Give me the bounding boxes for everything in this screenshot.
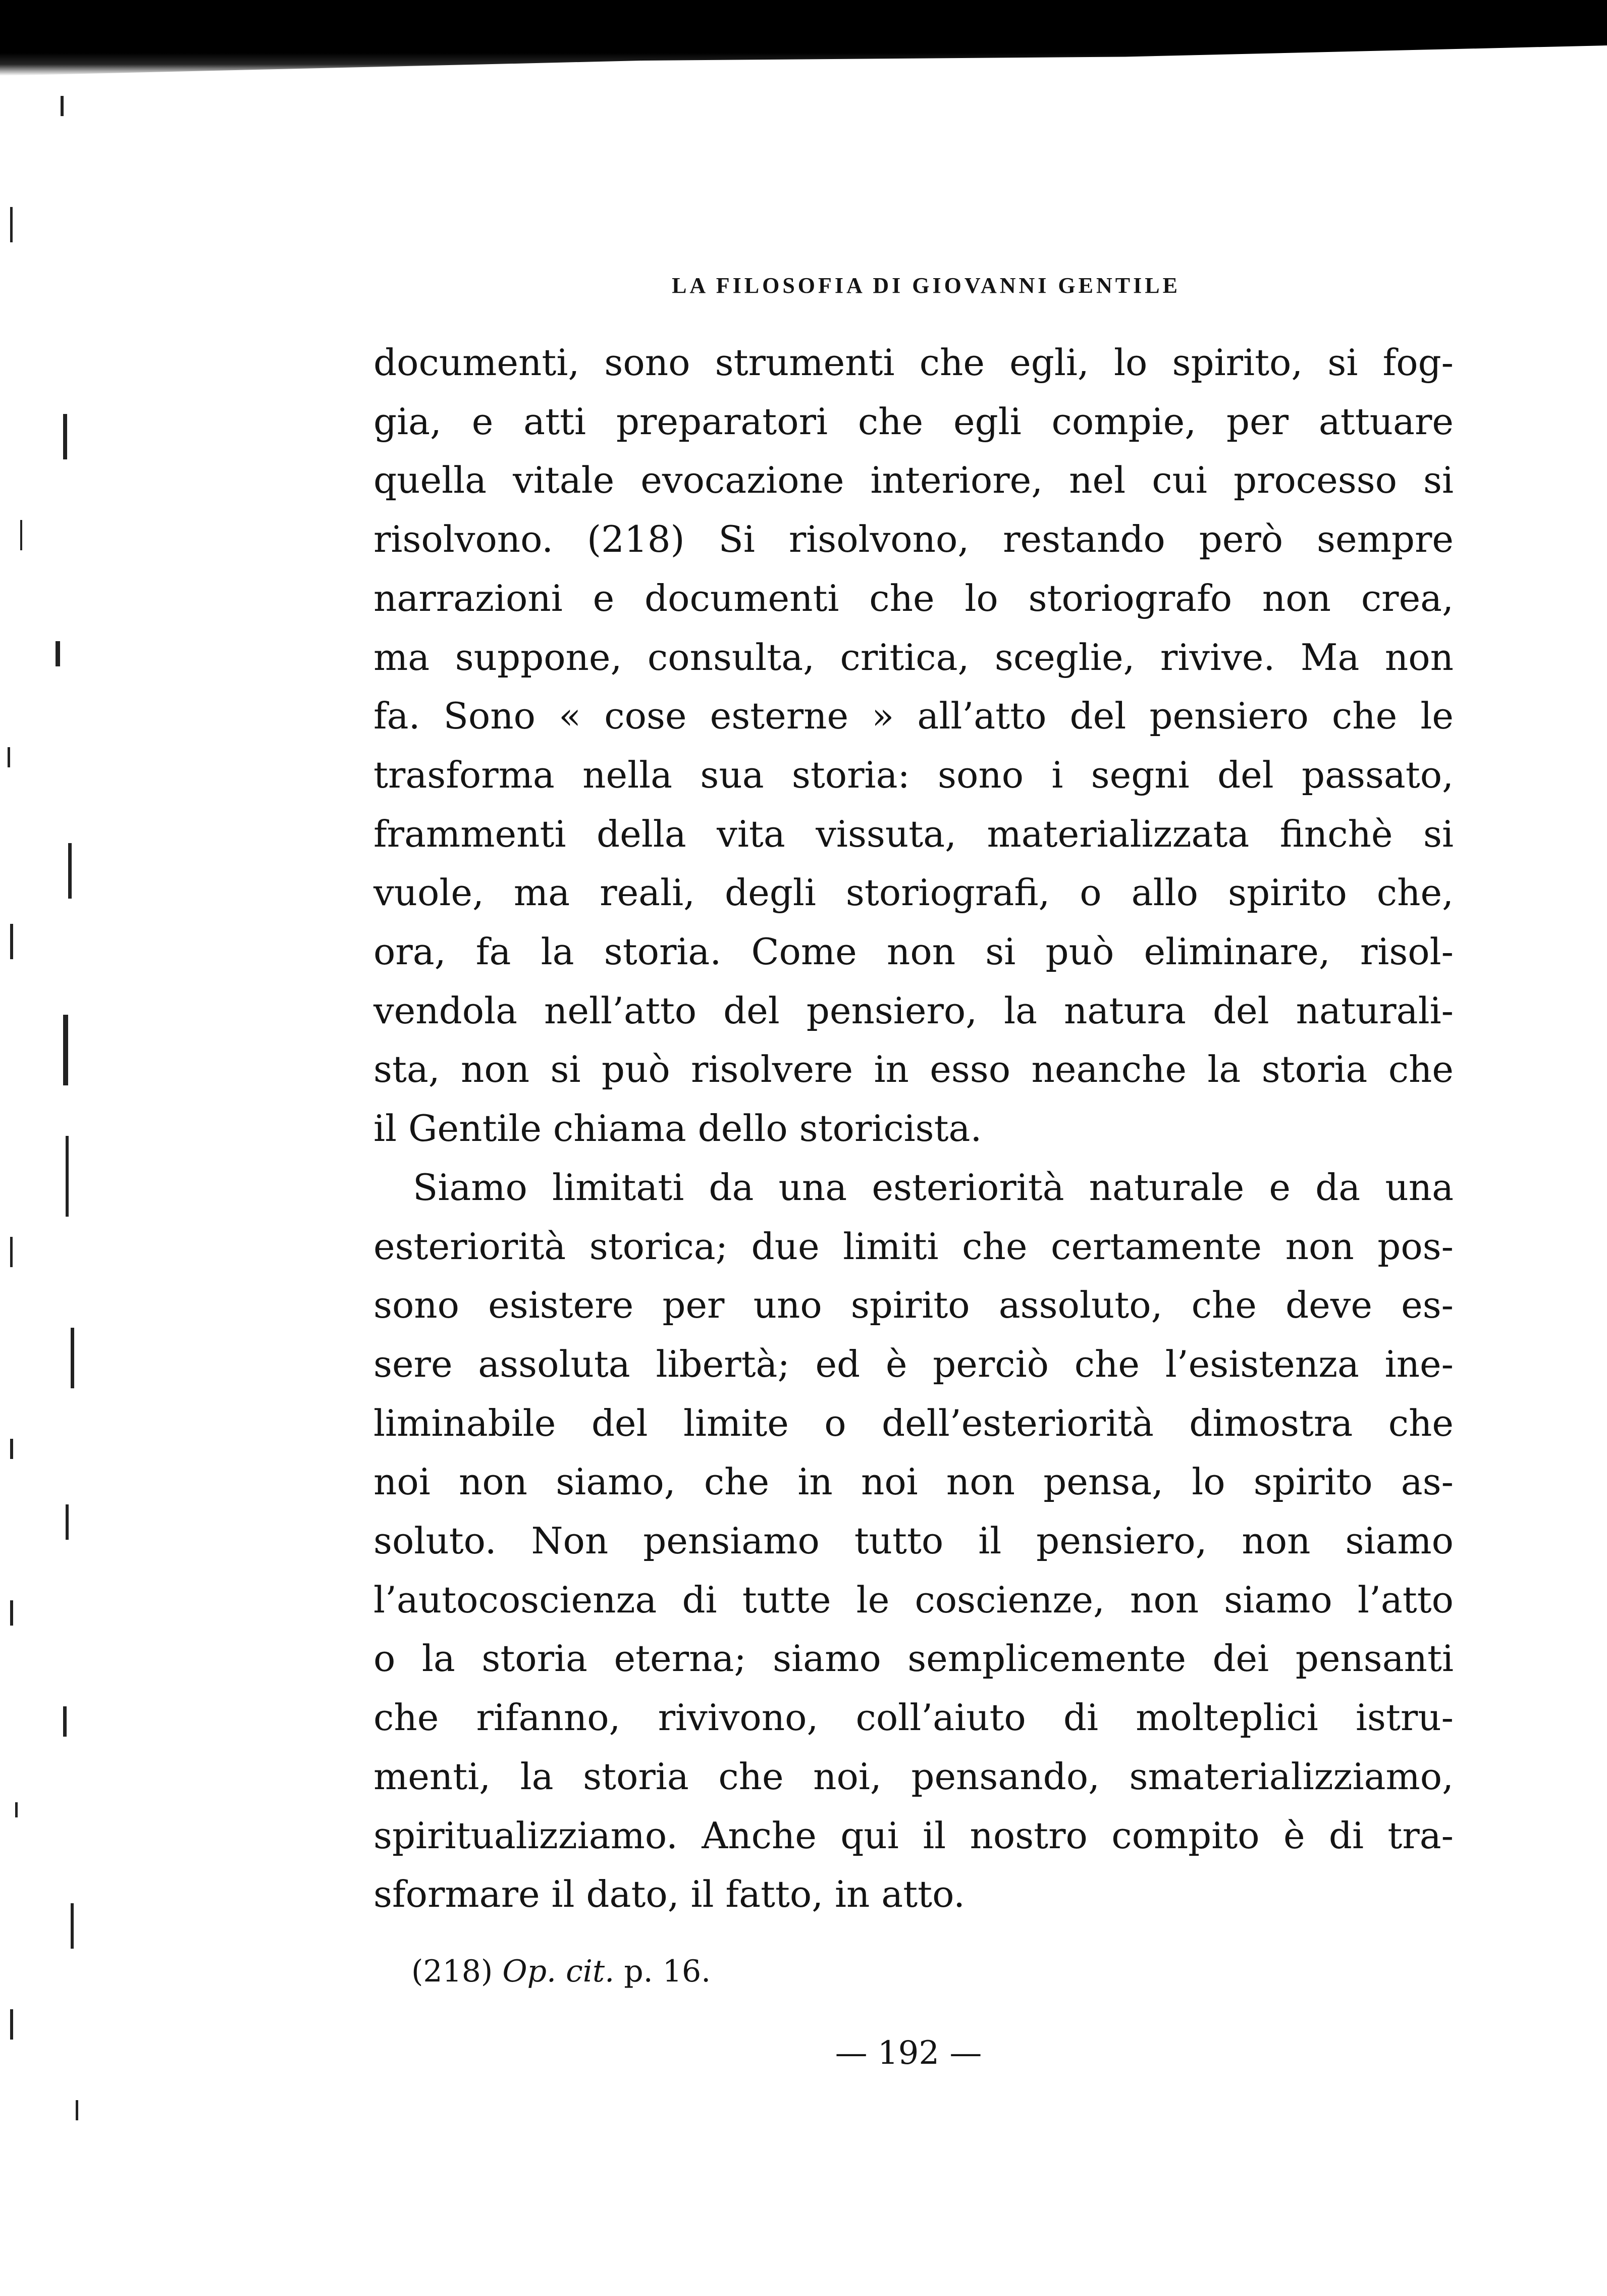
- text-line: ma suppone, consulta, critica, sceglie, rivive. Ma non: [373, 636, 1454, 679]
- paragraph-1: [373, 333, 1454, 1158]
- text-line: frammenti della vita vissuta, materializzata finchè si: [373, 812, 1454, 855]
- text-line: o la storia eterna; siamo semplicemente dei pensanti: [373, 1637, 1454, 1680]
- page-number: — 192 —: [835, 2034, 982, 2072]
- text-line: fa. Sono « cose esterne » all’atto del pensiero che le: [373, 695, 1454, 738]
- text-line: sono esistere per uno spirito assoluto, che deve es-: [373, 1284, 1454, 1327]
- text-line: esteriorità storica; due limiti che certamente non pos-: [373, 1225, 1454, 1268]
- scan-margin-specks: [0, 76, 106, 2247]
- text-line: Siamo limitati da una esteriorità naturale e da una: [413, 1166, 1454, 1209]
- footnote-page-ref: p. 16.: [624, 1954, 711, 1989]
- text-line: il Gentile chiama dello storicista.: [373, 1107, 982, 1150]
- text-line: ora, fa la storia. Come non si può eliminare, risol-: [373, 930, 1454, 973]
- text-line: vendola nell’atto del pensiero, la natura del naturali-: [373, 989, 1454, 1032]
- footnote-number: (218): [411, 1954, 493, 1989]
- footnote: [411, 1954, 711, 1989]
- running-head: LA FILOSOFIA DI GIOVANNI GENTILE: [672, 273, 1181, 298]
- text-line: menti, la storia che noi, pensando, smaterializziamo,: [373, 1755, 1454, 1798]
- text-line: che rifanno, rivivono, coll’aiuto di molteplici istru-: [373, 1696, 1454, 1739]
- text-line: soluto. Non pensiamo tutto il pensiero, non siamo: [373, 1520, 1454, 1562]
- text-line: noi non siamo, che in noi non pensa, lo spirito as-: [373, 1460, 1454, 1503]
- text-line: narrazioni e documenti che lo storiografo non crea,: [373, 577, 1454, 619]
- text-line: risolvono. (218) Si risolvono, restando però sempre: [373, 518, 1454, 561]
- text-line: trasforma nella sua storia: sono i segni del passato,: [373, 753, 1454, 796]
- body-text: [373, 333, 1454, 1924]
- text-line: quella vitale evocazione interiore, nel cui processo si: [373, 459, 1454, 502]
- footnote-citation: Op. cit.: [502, 1954, 615, 1989]
- text-line: spiritualizziamo. Anche qui il nostro compito è di tra-: [373, 1814, 1454, 1857]
- text-line: documenti, sono strumenti che egli, lo spirito, si fog-: [373, 341, 1454, 384]
- text-line: l’autocoscienza di tutte le coscienze, non siamo l’atto: [373, 1578, 1454, 1621]
- text-line: sta, non si può risolvere in esso neanche la storia che: [373, 1048, 1454, 1091]
- text-line: vuole, ma reali, degli storiografi, o allo spirito che,: [373, 871, 1454, 914]
- text-line: gia, e atti preparatori che egli compie, per attuare: [373, 400, 1454, 443]
- paragraph-2: [373, 1158, 1454, 1924]
- text-line: sere assoluta libertà; ed è perciò che l’esistenza ine-: [373, 1342, 1454, 1385]
- text-line: liminabile del limite o dell’esteriorità dimostra che: [373, 1401, 1454, 1444]
- text-line: sformare il dato, il fatto, in atto.: [373, 1873, 966, 1916]
- scan-shadow-top: [0, 0, 1607, 76]
